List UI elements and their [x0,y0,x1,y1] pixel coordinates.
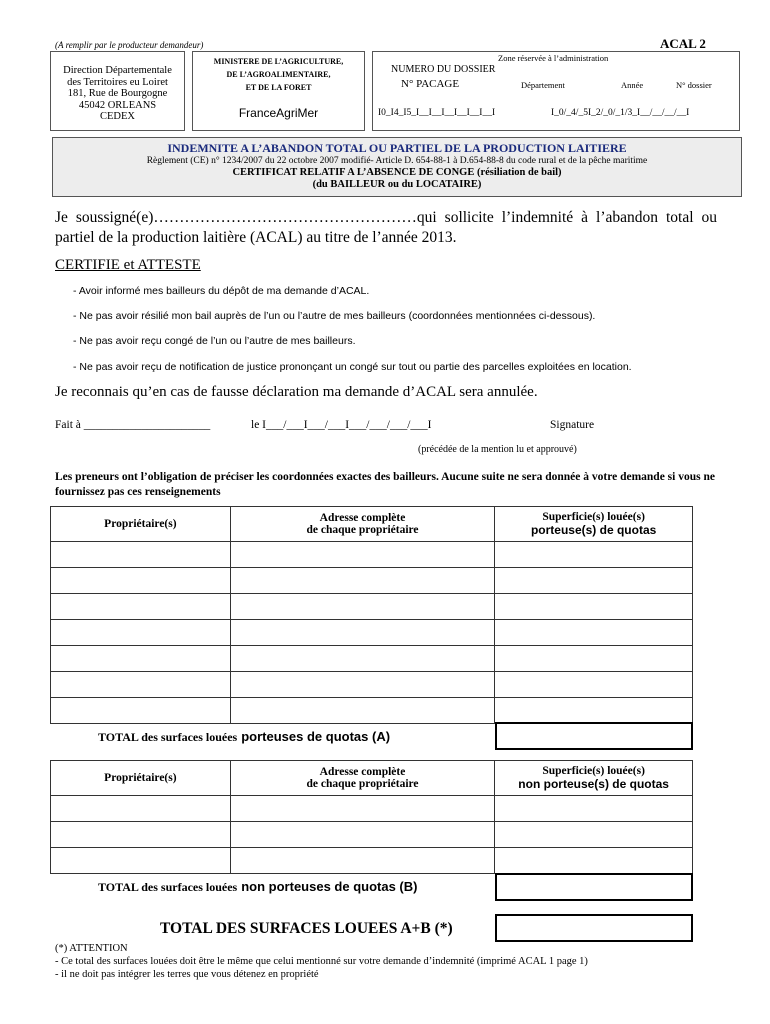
top-note: (A remplir par le producteur demandeur) [55,40,204,50]
total-a-label: TOTAL des surfaces louées porteuses de quotas (A) [98,729,391,744]
fait-a-field[interactable]: Fait à ______________________ [55,419,211,431]
ddt-line: 181, Rue de Bourgogne [67,88,168,99]
surface-cell[interactable] [495,646,693,672]
owner-cell[interactable] [51,672,231,698]
ddt-line: CEDEX [100,111,135,122]
table-row [51,646,693,672]
address-cell[interactable] [230,594,495,620]
surface-cell[interactable] [495,568,693,594]
ministry-box [192,51,365,131]
total-a-box[interactable] [495,722,693,750]
owner-cell[interactable] [51,542,231,568]
attestation-item: - Ne pas avoir résilié mon bail auprès de l’un ou l’autre de mes bailleurs (coordonnées mentionnées ci-dessous). [73,310,596,322]
col-header-owners: Propriétaire(s) [51,761,231,796]
col-header-address: Adresse complète de chaque propriétaire [230,507,495,542]
date-field[interactable]: le I___/___I___/___I___/___/___/___I [251,419,432,431]
address-cell[interactable] [230,620,495,646]
certifie-heading: CERTIFIE et ATTESTE [55,257,201,273]
numero-dossier-label: NUMERO DU DOSSIER [391,64,496,75]
col-header-surface: Superficie(s) louée(s) non porteuse(s) de quotas [495,761,693,796]
address-cell[interactable] [230,542,495,568]
surface-cell[interactable] [495,796,693,822]
regulation-reference: Règlement (CE) n° 1234/2007 du 22 octobre 2007 modifié- Article D. 654-88-1 à D.654-88-8 du code rural et de la pêche maritime [146,156,648,166]
surface-cell[interactable] [495,594,693,620]
note-line: (*) ATTENTION [55,943,128,954]
total-b-label: TOTAL des surfaces louées non porteuses de quotas (B) [98,879,418,894]
attestation-item: - Avoir informé mes bailleurs du dépôt de ma demande d’ACAL. [73,285,370,297]
owner-cell[interactable] [51,620,231,646]
ministry-line: ET DE LA FORET [245,83,312,92]
address-cell[interactable] [230,796,495,822]
surface-cell[interactable] [495,672,693,698]
address-cell[interactable] [230,672,495,698]
pacage-field[interactable]: I0_I4_I5_I__I__I__I__I__I__I [378,108,496,118]
no-dossier-label: N° dossier [676,80,712,90]
col-header-owners: Propriétaire(s) [51,507,231,542]
total-b-box[interactable] [495,873,693,901]
col-header-surface: Superficie(s) louée(s) porteuse(s) de quotas [495,507,693,542]
certificate-title: CERTIFICAT RELATIF A L’ABSENCE DE CONGE (résiliation de bail) [232,167,562,178]
note-line: - Ce total des surfaces louées doit être le même que celui mentionné sur votre demande d’indemnité (imprimé ACAL 1 page 1) [55,956,588,967]
owner-cell[interactable] [51,646,231,672]
table-row [51,822,693,848]
address-cell[interactable] [230,822,495,848]
false-declaration-notice: Je reconnais qu’en cas de fausse déclaration ma demande d’ACAL sera annulée. [55,384,538,400]
table-row [51,594,693,620]
declaration-intro: Je soussigné(e)……………………………………………qui sollicite l’indemnité à l’abandon total ou partiel de la production laitière (ACAL) au titre de l’année 2013. [55,209,717,246]
owner-cell[interactable] [51,822,231,848]
surface-cell[interactable] [495,822,693,848]
address-cell[interactable] [230,568,495,594]
attention-notes [55,942,588,981]
table-row [51,620,693,646]
surface-cell[interactable] [495,848,693,874]
agency-name: FranceAgriMer [238,106,319,120]
owner-cell[interactable] [51,848,231,874]
owner-cell[interactable] [51,568,231,594]
owners-table-non-quotas [50,760,693,874]
ministry-line: MINISTERE DE L’AGRICULTURE, [213,57,344,66]
form-title: INDEMNITE A L’ABANDON TOTAL OU PARTIEL DE LA PRODUCTION LAITIERE [167,141,627,155]
col-header-address: Adresse complète de chaque propriétaire [230,761,495,796]
ddt-line: Direction Départementale [63,65,172,76]
table-row [51,698,693,724]
form-title-box [52,137,742,197]
signature-label: Signature [550,419,595,431]
note-line: - il ne doit pas intégrer les terres que vous détenez en propriété [55,969,319,980]
ddt-line: 45042 ORLEANS [78,99,157,111]
table-row [51,796,693,822]
owner-cell[interactable] [51,594,231,620]
ddt-address-box [50,51,185,131]
surface-cell[interactable] [495,698,693,724]
owners-table-quotas [50,506,693,724]
attestation-item: - Ne pas avoir reçu congé de l’un ou l’autre de mes bailleurs. [73,335,356,347]
address-cell[interactable] [230,848,495,874]
obligation-notice: Les preneurs ont l’obligation de préciser les coordonnées exactes des bailleurs. Aucune suite ne sera donnée à votre demande si vous ne fournissez pas ces renseignements [55,471,715,498]
departement-label: Département [521,80,565,90]
dossier-number-field[interactable]: I_0/_4/_5I_2/_0/_1/3_I__/__/__/__I [551,108,690,118]
surface-cell[interactable] [495,620,693,646]
annee-label: Année [621,80,644,90]
table-row [51,568,693,594]
attestation-item: - Ne pas avoir reçu de notification de justice prononçant un congé sur tout ou partie des parcelles exploitées en location. [73,361,632,373]
certificate-subtitle: (du BAILLEUR ou du LOCATAIRE) [312,179,482,190]
table-row [51,848,693,874]
pacage-label: N° PACAGE [401,78,460,90]
form-code: ACAL 2 [660,36,706,51]
ministry-line: DE L’AGROALIMENTAIRE, [226,70,331,79]
grand-total-box[interactable] [495,914,693,942]
signature-mention: (précédée de la mention lu et approuvé) [418,444,577,455]
table-row [51,672,693,698]
owner-cell[interactable] [51,796,231,822]
surface-cell[interactable] [495,542,693,568]
address-cell[interactable] [230,646,495,672]
grand-total-label: TOTAL DES SURFACES LOUEES A+B (*) [160,920,453,937]
owner-cell[interactable] [51,698,231,724]
admin-zone-box [372,51,740,131]
address-cell[interactable] [230,698,495,724]
ddt-line: des Territoires eu Loiret [67,76,168,88]
table-row [51,542,693,568]
admin-zone-label: Zone réservée à l’administration [498,53,609,63]
